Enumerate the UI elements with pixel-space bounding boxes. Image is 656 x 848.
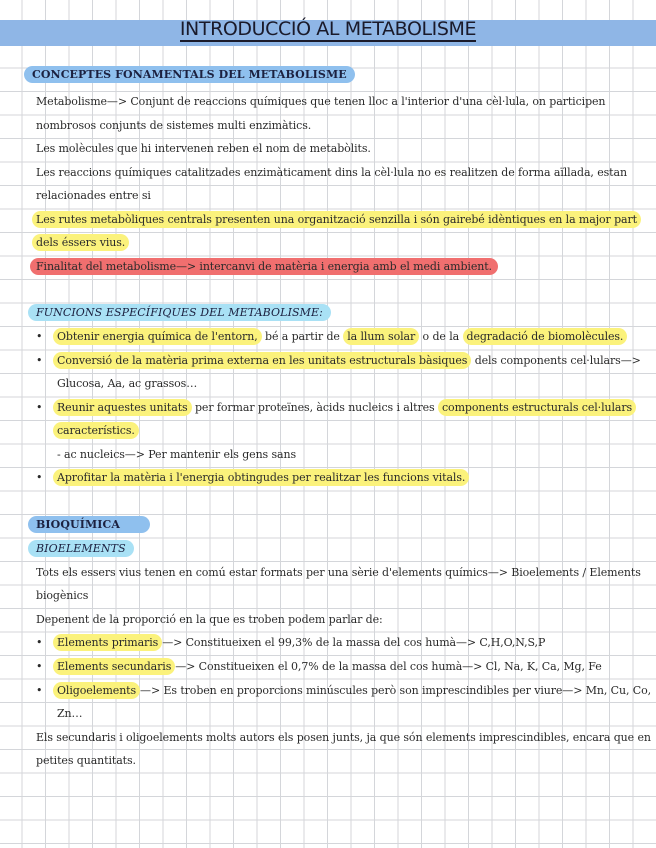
bioquimica-line-2: biogènics xyxy=(36,589,89,602)
funcions-heading: FUNCIONS ESPECÍFIQUES DEL METABOLISME: xyxy=(28,306,331,319)
concepts-line-3: Les molècules que hi intervenen reben el nom de metabòlits. xyxy=(36,142,371,155)
funcions-bullet-3: Reunir aquestes unitats per formar proteïnes, àcids nucleics i altres components estructurals cel·lulars xyxy=(53,401,636,414)
concepts-line-7: dels éssers vius. xyxy=(32,236,129,249)
funcions-bullet-3-cont: característics. xyxy=(53,424,139,437)
bioquimica-line-4: Els secundaris i oligoelements molts autors els posen junts, ja que són elements imprescindibles, encara que en xyxy=(36,731,651,744)
bioquimica-bullet-1: Elements primaris —> Constitueixen el 99,3% de la massa del cos humà—> C,H,O,N,S,P xyxy=(53,636,545,649)
funcions-bullet-3-note: - ac nucleics—> Per mantenir els gens sans xyxy=(57,448,297,461)
funcions-bullet-2: Conversió de la matèria prima externa en les unitats estructurals bàsiques dels components cel·lulars—> xyxy=(53,354,641,367)
concepts-line-4: Les reaccions químiques catalitzades enzimàticament dins la cèl·lula no es realitzen de forma aïllada, estan xyxy=(36,166,627,179)
bullet-icon: • xyxy=(36,684,43,697)
bioquimica-bullet-2: Elements secundaris —> Constitueixen el 0,7% de la massa del cos humà—> Cl, Na, K, Ca, Mg, Fe xyxy=(53,660,602,673)
concepts-heading: CONCEPTES FONAMENTALS DEL METABOLISME xyxy=(24,68,355,81)
concepts-line-1: Metabolisme—> Conjunt de reaccions químiques que tenen lloc a l'interior d'una cèl·lula, on participen xyxy=(36,95,606,108)
bioquimica-line-5: petites quantitats. xyxy=(36,754,136,767)
concepts-line-5: relacionades entre si xyxy=(36,189,151,202)
funcions-bullet-2-cont: Glucosa, Aa, ac grassos… xyxy=(57,377,198,390)
bullet-icon: • xyxy=(36,636,43,649)
bullet-icon: • xyxy=(36,401,43,414)
page-title: INTRODUCCIÓ AL METABOLISME xyxy=(179,18,477,40)
concepts-line-8: Finalitat del metabolisme—> intercanvi de matèria i energia amb el medi ambient. xyxy=(30,260,498,273)
bioquimica-bullet-3: Oligoelements —> Es troben en proporcions minúscules però son imprescindibles per viure—> Mn, Cu, Co, xyxy=(53,684,651,697)
concepts-line-6: Les rutes metabòliques centrals presenten una organització senzilla i són gairebé idèntiques en la major part xyxy=(32,213,641,226)
bullet-icon: • xyxy=(36,354,43,367)
funcions-bullet-1: Obtenir energia química de l'entorn, bé a partir de la llum solar o de la degradació de biomolècules. xyxy=(53,330,627,343)
bullet-icon: • xyxy=(36,471,43,484)
bioquimica-line-3: Depenent de la proporció en la que es troben podem parlar de: xyxy=(36,613,383,626)
bioquimica-line-1: Tots els essers vius tenen en comú estar formats per una sèrie d'elements químics—> Bioelements / Elements xyxy=(36,566,641,579)
bullet-icon: • xyxy=(36,660,43,673)
concepts-line-2: nombrosos conjunts de sistemes multi enzimàtics. xyxy=(36,119,312,132)
bioquimica-heading: BIOQUÍMICA xyxy=(28,518,150,531)
bioelements-subheading: BIOELEMENTS xyxy=(28,542,134,555)
bioquimica-bullet-3-cont: Zn… xyxy=(57,707,83,720)
bullet-icon: • xyxy=(36,330,43,343)
funcions-bullet-4: Aprofitar la matèria i l'energia obtingudes per realitzar les funcions vitals. xyxy=(53,471,469,484)
